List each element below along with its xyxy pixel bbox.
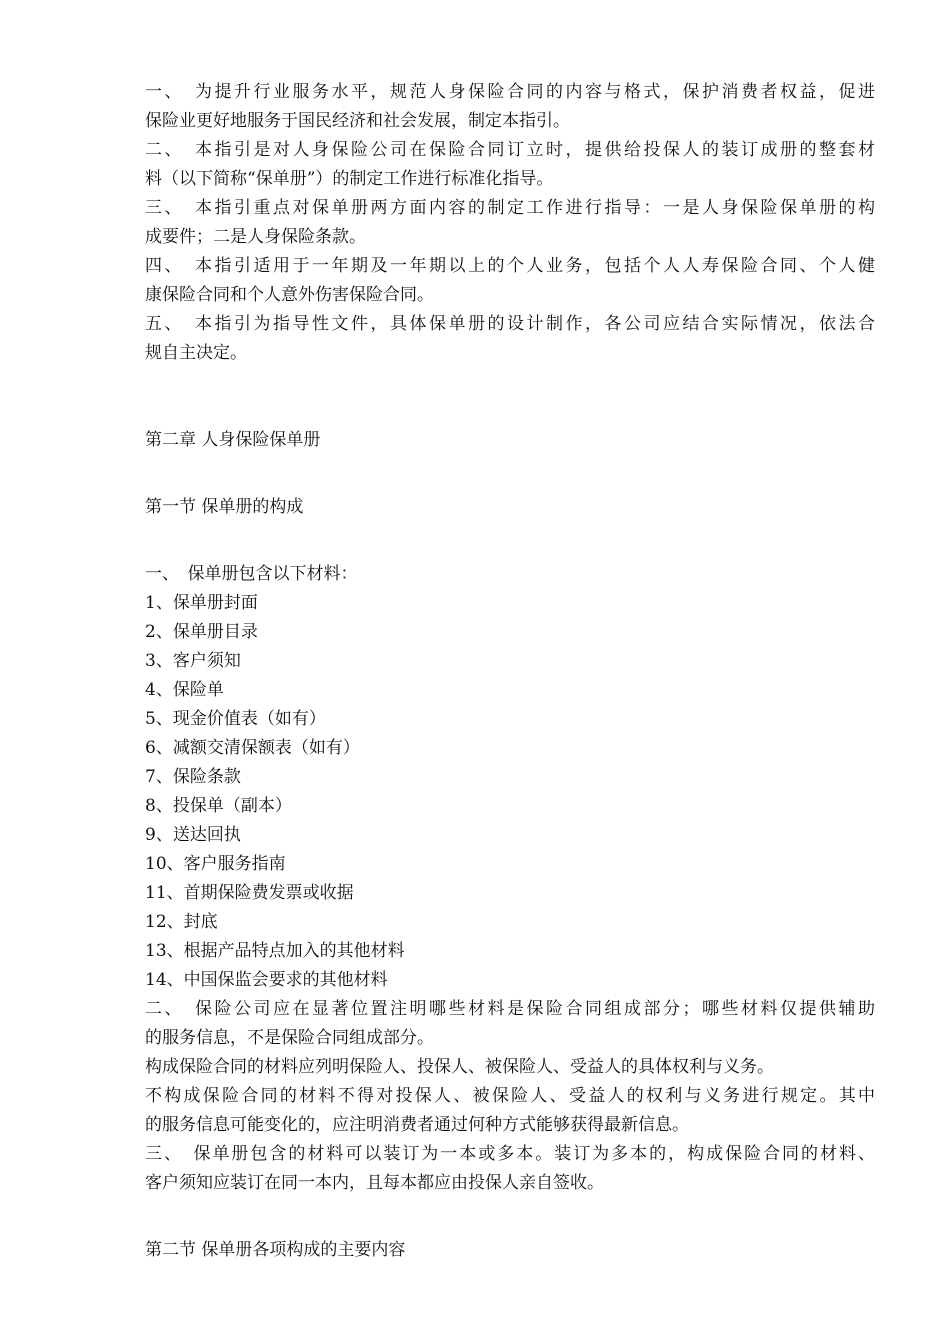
paragraph-line: 料（以下简称“保单册”）的制定工作进行标准化指导。 — [145, 169, 554, 189]
list-item: 8、投保单（副本） — [145, 796, 292, 816]
paragraph-line: 规自主决定。 — [145, 343, 247, 363]
intro-paragraph-3 — [145, 194, 875, 252]
paragraph-line: 成要件；二是人身保险条款。 — [145, 227, 366, 247]
spacer — [145, 522, 875, 560]
paragraph-line: 不构成保险合同的材料不得对投保人、被保险人、受益人的权利与义务进行规定。其中 — [145, 1086, 875, 1106]
list-item: 6、减额交清保额表（如有） — [145, 738, 360, 758]
document-page — [145, 78, 875, 1265]
paragraph-line: 二、 本指引是对人身保险公司在保险合同订立时，提供给投保人的装订成册的整套材 — [145, 140, 875, 160]
list-item: 4、保险单 — [145, 680, 224, 700]
intro-paragraph-5 — [145, 310, 875, 368]
list-item: 12、封底 — [145, 912, 218, 932]
paragraph-line: 四、 本指引适用于一年期及一年期以上的个人业务，包括个人人寿保险合同、个人健 — [145, 256, 875, 276]
paragraph-line: 三、 保单册包含的材料可以装订为一本或多本。装订为多本的，构成保险合同的材料、 — [145, 1144, 875, 1164]
list-item: 13、根据产品特点加入的其他材料 — [145, 941, 405, 961]
paragraph-line: 二、 保险公司应在显著位置注明哪些材料是保险合同组成部分；哪些材料仅提供辅助 — [145, 999, 875, 1019]
paragraph-line: 保险业更好地服务于国民经济和社会发展，制定本指引。 — [145, 111, 570, 131]
list-item: 11、首期保险费发票或收据 — [145, 883, 354, 903]
paragraph-line: 康保险合同和个人意外伤害保险合同。 — [145, 285, 434, 305]
section-title: 第二节 保单册各项构成的主要内容 — [145, 1240, 406, 1260]
materials-intro: 一、 保单册包含以下材料： — [145, 564, 358, 584]
spacer — [145, 455, 875, 493]
paragraph-line: 的服务信息可能变化的，应注明消费者通过何种方式能够获得最新信息。 — [145, 1115, 689, 1135]
spacer — [145, 368, 875, 426]
list-item: 3、客户须知 — [145, 651, 241, 671]
section-title: 第一节 保单册的构成 — [145, 497, 304, 517]
chapter-title: 第二章 人身保险保单册 — [145, 430, 321, 450]
spacer — [145, 1198, 875, 1236]
list-item: 14、中国保监会要求的其他材料 — [145, 970, 388, 990]
paragraph-line: 的服务信息，不是保险合同组成部分。 — [145, 1028, 434, 1048]
intro-paragraph-1 — [145, 78, 875, 136]
list-item: 1、保单册封面 — [145, 593, 258, 613]
list-item: 5、现金价值表（如有） — [145, 709, 326, 729]
paragraph-line: 一、 为提升行业服务水平，规范人身保险合同的内容与格式，保护消费者权益，促进 — [145, 82, 875, 102]
paragraph-line: 三、 本指引重点对保单册两方面内容的制定工作进行指导：一是人身保险保单册的构 — [145, 198, 875, 218]
point-2-paragraph — [145, 995, 875, 1140]
list-item: 10、客户服务指南 — [145, 854, 286, 874]
paragraph-line: 五、 本指引为指导性文件，具体保单册的设计制作，各公司应结合实际情况，依法合 — [145, 314, 875, 334]
list-item: 7、保险条款 — [145, 767, 241, 787]
intro-paragraph-4 — [145, 252, 875, 310]
materials-list — [145, 589, 875, 995]
list-item: 9、送达回执 — [145, 825, 241, 845]
list-item: 2、保单册目录 — [145, 622, 258, 642]
point-3-paragraph — [145, 1140, 875, 1198]
intro-paragraph-2 — [145, 136, 875, 194]
paragraph-line: 构成保险合同的材料应列明保险人、投保人、被保险人、受益人的具体权利与义务。 — [145, 1057, 774, 1077]
paragraph-line: 客户须知应装订在同一本内，且每本都应由投保人亲自签收。 — [145, 1173, 604, 1193]
